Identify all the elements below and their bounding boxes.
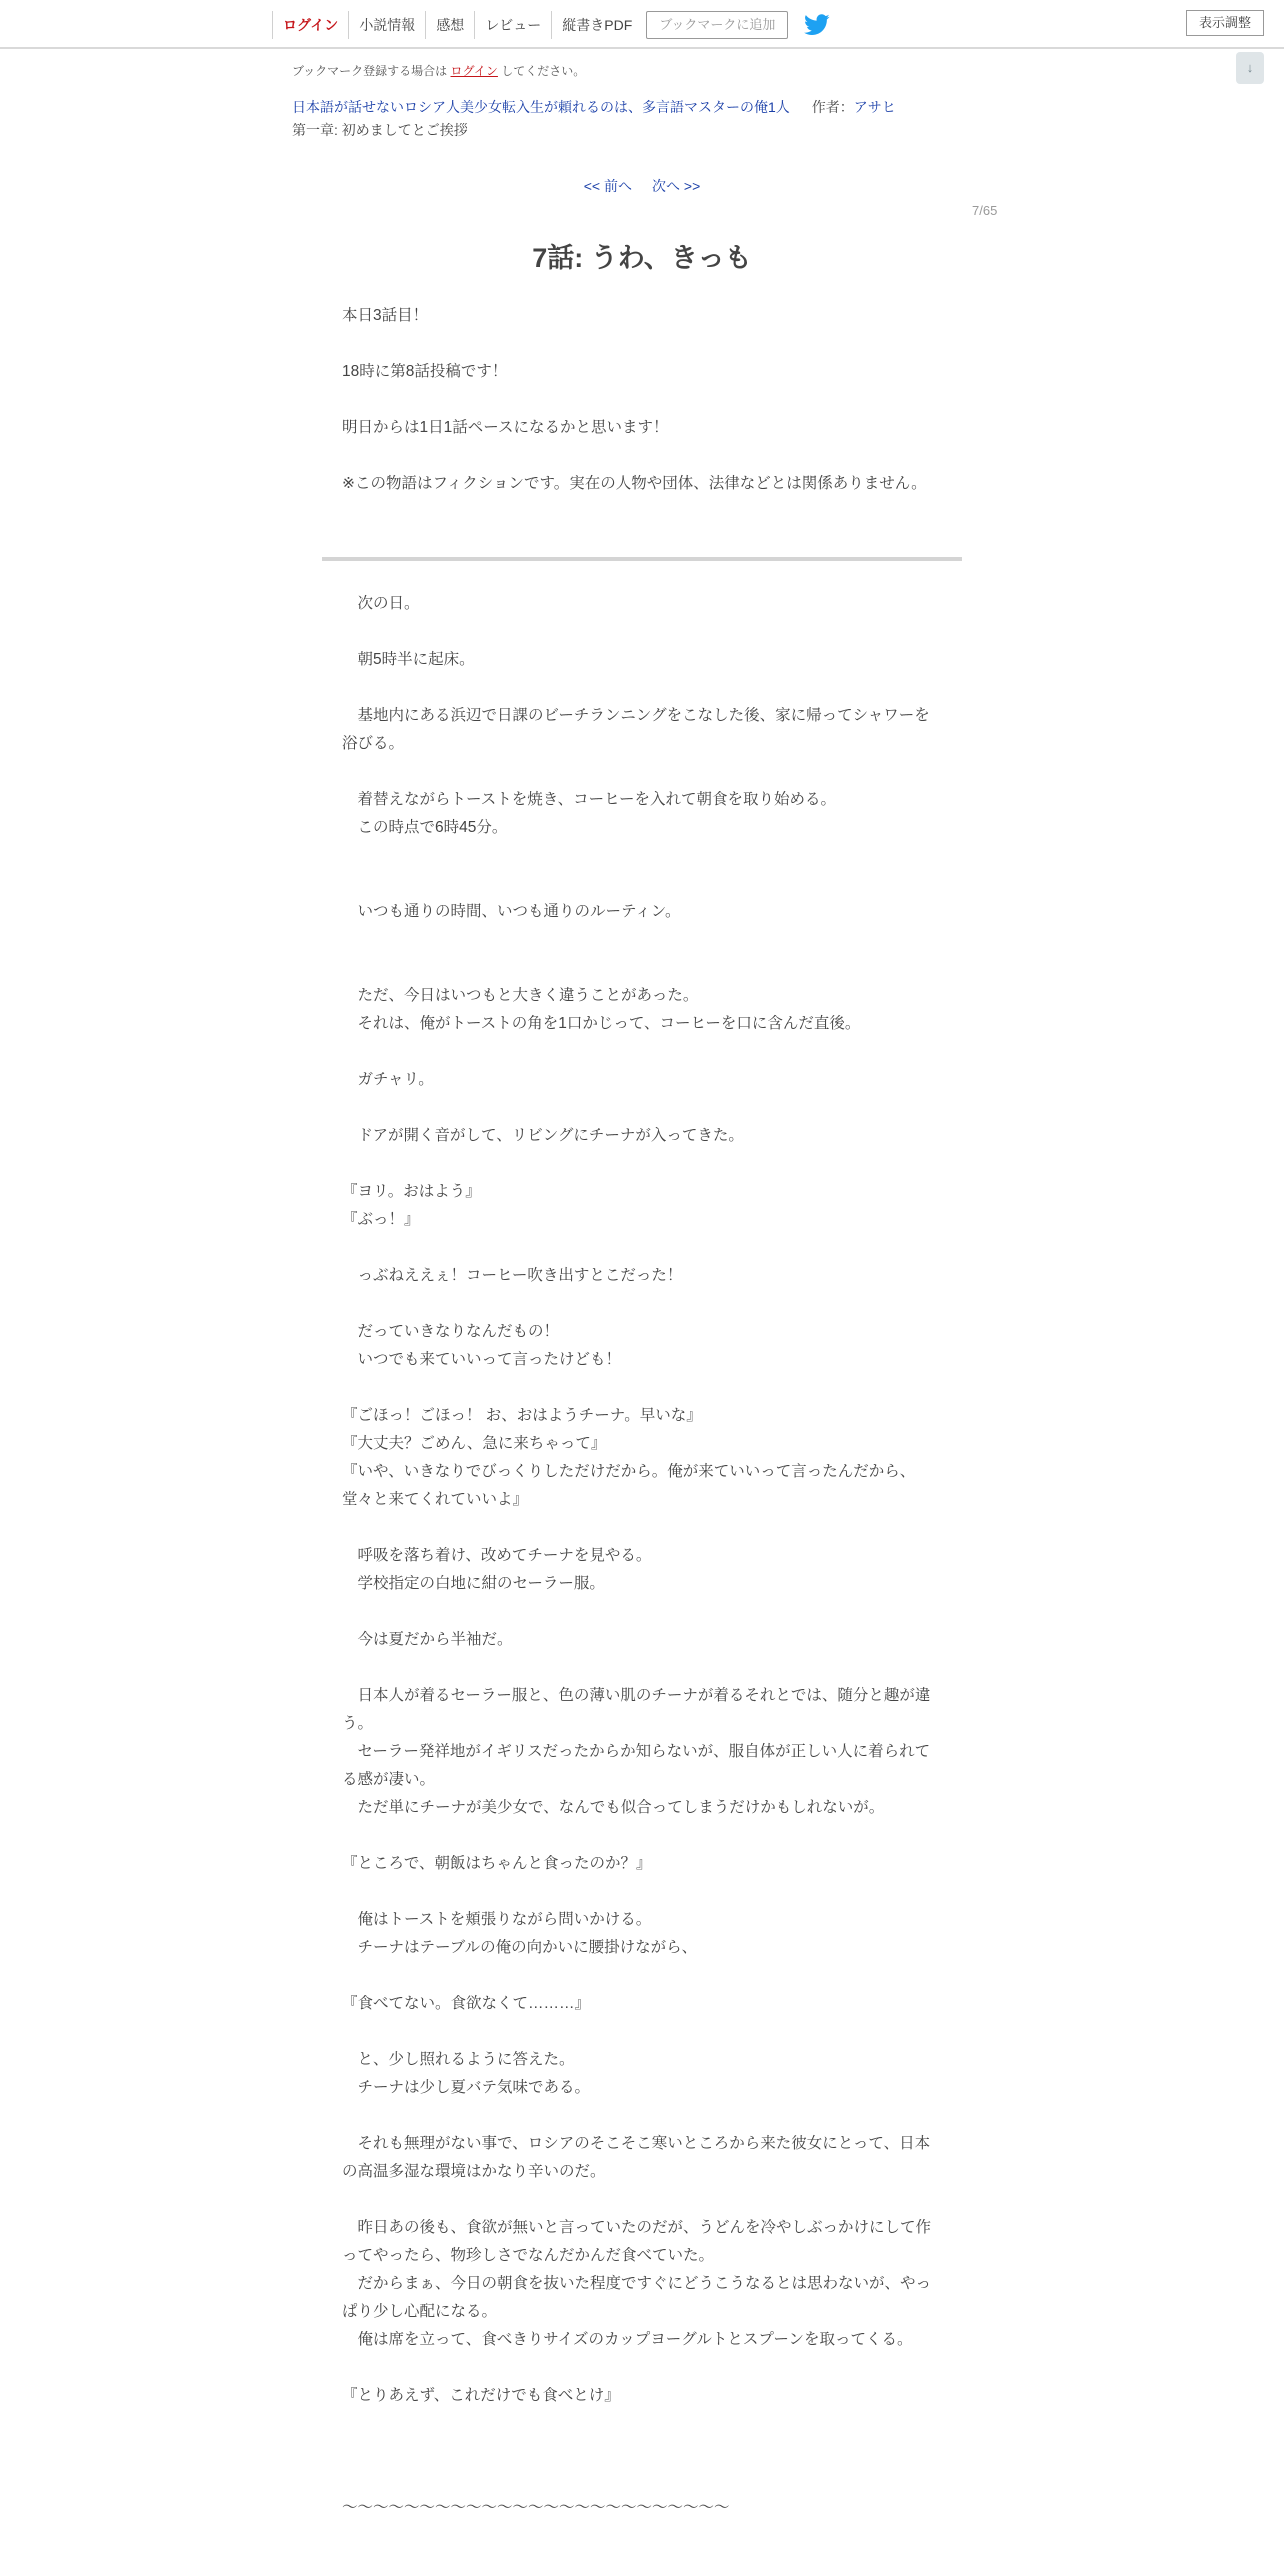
preface-paragraph: 本日3話目！ <box>342 307 429 324</box>
body-paragraph: 昨日あの後も、食欲が無いと言っていたのだが、うどんを冷やしぶっかけにして作ってやったら、物珍しさでなんだかんだ食べていた。 だからまぁ、今日の朝食を抜いた程度ですぐにどうこうなるとは思わないが、やっぱり少し心配になる。 俺は席を立って、食べきりサイズのカップヨーグルトとスプーンを取ってくる。 <box>342 2219 932 2348</box>
episode-count: 7/65 <box>972 203 998 218</box>
bookmark-login-note <box>292 62 585 79</box>
bookmark-note-login-link[interactable]: ログイン <box>450 64 498 78</box>
body-paragraph: 『食べてない。食欲なくて………』 <box>342 1995 591 2012</box>
next-episode-link[interactable]: 次へ >> <box>652 178 701 194</box>
nav-login-link[interactable]: ログイン <box>272 11 348 39</box>
body-paragraph: 基地内にある浜辺で日課のビーチランニングをこなした後、家に帰ってシャワーを浴びる。 <box>342 707 930 752</box>
twitter-bird-icon[interactable] <box>804 14 830 36</box>
body-paragraph: 『ごほっ！ごほっ！ お、おはようチーナ。早いな』 『大丈夫？ごめん、急に来ちゃって』 『いや、いきなりでびっくりしただけだから。俺が来ていいって言ったんだから、堂々と来てくれていいよ』 <box>342 1407 916 1508</box>
preface-paragraph: 明日からは1日1話ペースになるかと思います！ <box>342 419 669 436</box>
body-paragraph: 俺はトーストを頬張りながら問いかける。 チーナはテーブルの俺の向かいに腰掛けながら、 <box>357 1911 698 1956</box>
author-link[interactable]: アサヒ <box>853 99 896 115</box>
preface-divider <box>322 557 962 561</box>
novel-title-link[interactable]: 日本語が話せないロシア人美少女転入生が頼れるのは、多言語マスターの俺1人 <box>292 99 790 115</box>
scroll-down-button[interactable]: ↓ <box>1236 52 1264 84</box>
body-paragraph: と、少し照れるように答えた。 チーナは少し夏バテ気味である。 <box>357 2051 591 2096</box>
top-nav <box>272 10 830 40</box>
body-paragraph: 呼吸を落ち着け、改めてチーナを見やる。 学校指定の白地に紺のセーラー服。 <box>357 1547 652 1592</box>
body-paragraph: ドアが開く音がして、リビングにチーナが入ってきた。 <box>342 1127 744 1144</box>
nav-vertical-pdf-link[interactable]: 縦書きPDF <box>551 11 642 39</box>
preface-paragraph: 18時に第8話投稿です！ <box>342 363 508 380</box>
body-paragraph: 朝5時半に起床。 <box>342 651 475 668</box>
body-paragraph: 着替えながらトーストを焼き、コーヒーを入れて朝食を取り始める。 この時点で6時45分。 <box>357 791 836 836</box>
novel-title-line <box>292 97 896 117</box>
body-paragraph: 今は夏だから半袖だ。 <box>342 1631 513 1648</box>
body-paragraph: 『ところで、朝飯はちゃんと食ったのか？』 <box>342 1855 652 1872</box>
body-paragraph: 次の日。 <box>342 595 420 612</box>
nav-novel-info-link[interactable]: 小説情報 <box>348 11 425 39</box>
body-paragraph: 日本人が着るセーラー服と、色の薄い肌のチーナが着るそれとでは、随分と趣が違う。 セーラー発祥地がイギリスだったからか知らないが、服自体が正しい人に着られてる感が凄い。 ただ単にチーナが美少女で、なんでも似合ってしまうだけかもしれないが。 <box>342 1687 931 1816</box>
body-paragraph: ～～～～～～～～～～～～～～～～～～～～～～～～～ <box>342 2499 730 2516</box>
add-bookmark-button[interactable]: ブックマークに追加 <box>646 11 788 39</box>
episode-pager <box>0 176 1284 196</box>
bookmark-note-prefix: ブックマーク登録する場合は <box>292 64 448 78</box>
chapter-title: 第一章: 初めましてとご挨拶 <box>292 122 468 138</box>
body-paragraph: っぶねええぇ！コーヒー吹き出すとこだった！ <box>342 1267 683 1284</box>
body-paragraph: 『とりあえず、これだけでも食べとけ』 <box>342 2387 620 2404</box>
top-bar <box>0 0 1284 49</box>
body-paragraph: ガチャリ。 <box>342 1071 434 1088</box>
body-paragraph: いつも通りの時間、いつも通りのルーティン。 <box>342 903 681 920</box>
body-paragraph: ただ、今日はいつもと大きく違うことがあった。 それは、俺がトーストの角を1口かじって、コーヒーを口に含んだ直後。 <box>357 987 861 1032</box>
prev-episode-link[interactable]: << 前へ <box>583 178 632 194</box>
nav-impression-link[interactable]: 感想 <box>425 11 474 39</box>
body-paragraph: だっていきなりなんだもの！ いつでも来ていいって言ったけども！ <box>357 1323 622 1368</box>
body-paragraph: 『ヨリ。おはよう』 『ぶっ！』 <box>342 1183 481 1228</box>
episode-title: 7話: うわ、きっも <box>532 243 752 273</box>
preface-paragraph: ※この物語はフィクションです。実在の人物や団体、法律などとは関係ありません。 <box>342 475 927 492</box>
author-label: 作者： <box>811 99 854 115</box>
body-paragraph: それも無理がない事で、ロシアのそこそこ寒いところから来た彼女にとって、日本の高温多湿な環境はかなり辛いのだ。 <box>342 2135 931 2180</box>
bookmark-note-suffix: してください。 <box>501 64 586 78</box>
nav-review-link[interactable]: レビュー <box>474 11 551 39</box>
display-settings-button[interactable]: 表示調整 <box>1186 10 1264 36</box>
